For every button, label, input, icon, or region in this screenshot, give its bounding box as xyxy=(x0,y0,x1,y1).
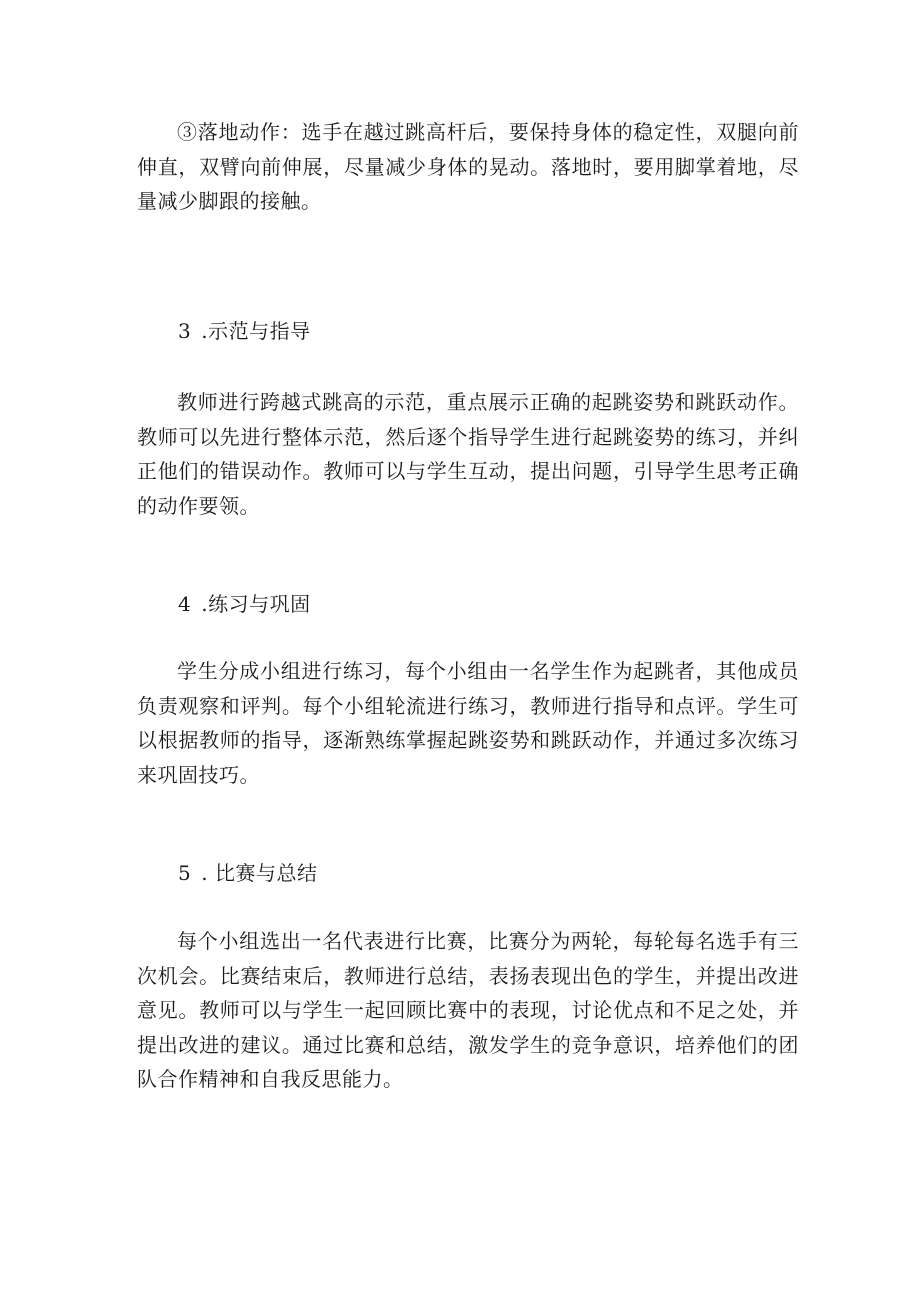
section-number: 3 xyxy=(178,319,192,343)
paragraph-demonstration: 教师进行跨越式跳高的示范，重点展示正确的起跳姿势和跳跃动作。教师可以先进行整体示范，然后逐个指导学生进行起跳姿势的练习，并纠正他们的错误动作。教师可以与学生互动，提出问题，引导学生思考正确的动作要领。 xyxy=(137,390,799,518)
paragraph-landing-action: ③落地动作：选手在越过跳高杆后，要保持身体的稳定性，双腿向前伸直，双臂向前伸展，尽量减少身体的晃动。落地时，要用脚掌着地，尽量减少脚跟的接触。 xyxy=(137,120,799,213)
section-number: 4 xyxy=(178,592,192,616)
section-title: . 比赛与总结 xyxy=(201,861,318,885)
section-heading-4 xyxy=(178,587,311,621)
section-title: .练习与巩固 xyxy=(201,592,311,616)
section-title: .示范与指导 xyxy=(201,319,311,343)
paragraph-competition-summary: 每个小组选出一名代表进行比赛，比赛分为两轮，每轮每名选手有三次机会。比赛结束后，教师进行总结，表扬表现出色的学生，并提出改进意见。教师可以与学生一起回顾比赛中的表现，讨论优点和不足之处，并提出改进的建议。通过比赛和总结，激发学生的竞争意识，培养他们的团队合作精神和自我反思能力。 xyxy=(137,929,799,1091)
section-number: 5 xyxy=(178,861,192,885)
paragraph-practice: 学生分成小组进行练习，每个小组由一名学生作为起跳者，其他成员负责观察和评判。每个小组轮流进行练习，教师进行指导和点评。学生可以根据教师的指导，逐渐熟练掌握起跳姿势和跳跃动作，并通过多次练习来巩固技巧。 xyxy=(137,659,799,787)
section-heading-5 xyxy=(178,856,317,890)
section-heading-3 xyxy=(178,314,311,348)
